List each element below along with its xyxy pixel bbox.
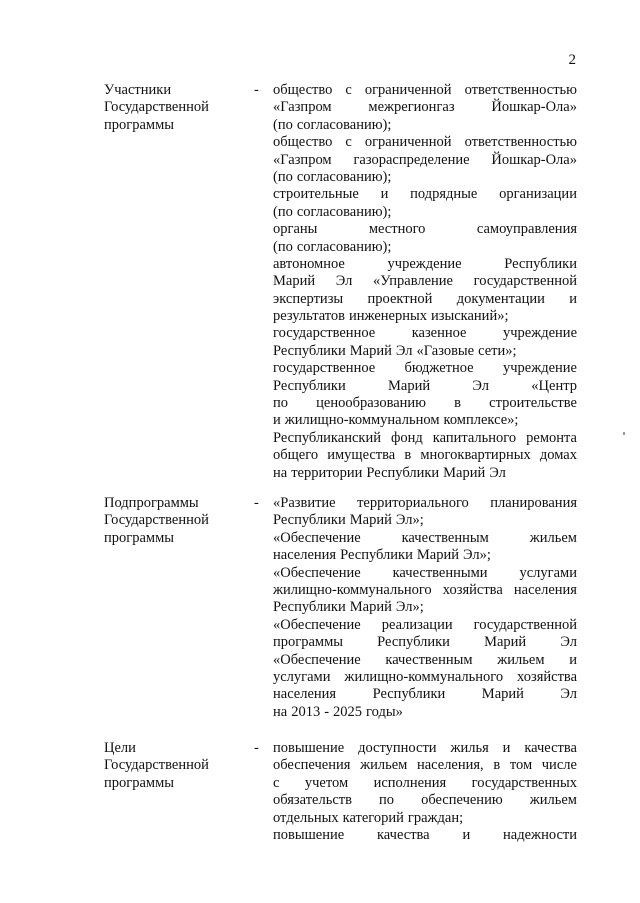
section-body [273, 495, 577, 721]
word: ответственностью [464, 134, 577, 151]
word: Республики [273, 342, 346, 359]
body-line [273, 325, 577, 342]
word: Республики [366, 464, 440, 481]
body-line [273, 582, 577, 599]
label-line: программы [104, 774, 174, 791]
word: бюджетное [404, 360, 474, 377]
label-line: программы [104, 116, 174, 133]
word: (по [273, 203, 293, 220]
body-line [273, 634, 577, 651]
word: проектной [367, 290, 433, 307]
word: «Обеспечение [273, 564, 361, 581]
body-line [273, 204, 577, 221]
word: категорий [342, 809, 404, 826]
word: ограниченной [364, 82, 452, 98]
word: общество [273, 134, 333, 151]
section-body [273, 740, 577, 844]
word: и [569, 651, 577, 668]
word: экспертизы [273, 290, 344, 307]
word: Йошкар-Ола» [491, 99, 577, 116]
word: Эл»; [395, 599, 424, 616]
label-line: Подпрограммы [104, 495, 199, 511]
word: многоквартирных [420, 447, 531, 464]
word: Марий [388, 377, 431, 394]
word: по [379, 792, 395, 809]
body-line [273, 134, 577, 151]
dash-separator: - [254, 740, 259, 756]
body-line [273, 360, 577, 377]
word: жильем [529, 792, 577, 809]
word: планирования [490, 495, 577, 511]
body-line [273, 152, 577, 169]
word: Республики [504, 255, 577, 272]
word: домах [539, 447, 577, 464]
word: учреждение [387, 255, 462, 272]
word: Эл [560, 686, 577, 703]
word: учреждение [502, 325, 577, 342]
body-line [273, 169, 577, 186]
label-line: Государственной [104, 512, 209, 529]
word: Марий [349, 342, 392, 359]
body-line [273, 686, 577, 703]
word: Эл [472, 377, 490, 394]
word: территории [291, 464, 363, 481]
body-line [273, 810, 577, 827]
word: государственных [471, 774, 577, 791]
word: органы [273, 221, 318, 238]
body-line [273, 343, 577, 360]
word: «Обеспечение [273, 651, 361, 668]
word: и [569, 290, 577, 307]
body-line [273, 273, 577, 290]
word: исполнения [373, 774, 447, 791]
word: документации [456, 290, 545, 307]
word: Марий [349, 512, 392, 529]
word: повышение [273, 826, 345, 843]
word: качества [524, 740, 577, 756]
body-line [273, 256, 577, 273]
word: «Обеспечение [273, 529, 361, 546]
word: на [273, 464, 288, 481]
word: доступности [358, 740, 437, 756]
body-line [273, 530, 577, 547]
word: числе [541, 757, 577, 774]
word: государственное [273, 325, 376, 342]
word: «Управление [373, 273, 453, 290]
body-line [273, 565, 577, 582]
word: с [345, 82, 352, 98]
word: реализации [381, 616, 453, 633]
word: обязательств [273, 792, 352, 809]
word: строительстве [489, 395, 577, 412]
body-line [273, 99, 577, 116]
word: согласованию); [296, 116, 392, 133]
word: фонд [390, 429, 423, 446]
word: населения [513, 581, 577, 598]
word: согласованию); [296, 238, 392, 255]
word: ограниченной [364, 134, 452, 151]
word: Йошкар-Ола» [491, 151, 577, 168]
word: качественным [401, 529, 489, 546]
word: (по [273, 168, 293, 185]
word: на [273, 703, 288, 720]
body-line [273, 512, 577, 529]
word: в [454, 395, 462, 412]
word: Марий [349, 599, 392, 616]
word: «Газпром [273, 99, 332, 116]
body-line [273, 291, 577, 308]
word: Марий [273, 273, 316, 290]
word: согласованию); [296, 203, 392, 220]
word: жильем [360, 757, 408, 774]
scan-speck [623, 432, 625, 435]
word: населения [273, 686, 337, 703]
word: Марий [443, 464, 486, 481]
word: Республики [273, 512, 346, 529]
word: том [509, 757, 533, 774]
word: общество [273, 82, 333, 98]
word: самоуправления [476, 221, 577, 238]
word: жильем [529, 529, 577, 546]
body-line [273, 740, 577, 757]
body-line [273, 775, 577, 792]
word: учетом [304, 774, 349, 791]
word: Эл [335, 273, 353, 290]
word: с [345, 134, 352, 151]
body-line [273, 599, 577, 616]
word: хозяйства [517, 668, 577, 685]
word: населения, [416, 757, 484, 774]
label-line: Государственной [104, 757, 209, 774]
word: газораспределение [353, 151, 470, 168]
label-line: программы [104, 529, 174, 546]
word: территориального [357, 495, 469, 511]
word: - [324, 703, 330, 720]
word: услугами [273, 668, 331, 685]
word: государственное [273, 360, 376, 377]
section-label [104, 740, 244, 792]
body-line [273, 652, 577, 669]
word: Республиканский [273, 429, 381, 446]
word: качества [376, 826, 430, 843]
word: годы» [366, 703, 403, 720]
word: местного [368, 221, 426, 238]
word: качественными [392, 564, 488, 581]
word: жилищно-коммунальном [284, 412, 440, 429]
word: услугами [519, 564, 577, 581]
body-line [273, 412, 577, 429]
word: жилья [450, 740, 489, 756]
word: подрядные [410, 186, 478, 203]
body-line [273, 239, 577, 256]
word: программы [273, 634, 343, 651]
word: Эл»; [395, 512, 424, 529]
body-line [273, 757, 577, 774]
word: общего [273, 447, 319, 464]
word: капитального [432, 429, 517, 446]
word: сети»; [478, 342, 517, 359]
word: государственной [473, 616, 577, 633]
word: обеспечения [273, 757, 351, 774]
word: инженерных [349, 308, 427, 325]
word: Республики [377, 634, 450, 651]
word: имущества [327, 447, 396, 464]
word: «Центр [531, 377, 577, 394]
word: «Газпром [273, 151, 332, 168]
section-label [104, 82, 244, 134]
word: надежности [503, 826, 577, 843]
word: (по [273, 116, 293, 133]
dash-separator: - [254, 82, 259, 98]
body-line [273, 465, 577, 482]
word: 2025 [333, 703, 363, 720]
body-line [273, 308, 577, 325]
body-line [273, 827, 577, 844]
word: «Газовые [416, 342, 475, 359]
word: автономное [273, 255, 345, 272]
body-line [273, 430, 577, 447]
word: по [273, 395, 289, 412]
word: с [273, 774, 280, 791]
word: комплексе»; [443, 412, 519, 429]
word: результатов [273, 308, 346, 325]
word: граждан; [407, 809, 464, 826]
body-line [273, 704, 577, 721]
word: Республики [273, 599, 346, 616]
word: государственной [473, 273, 577, 290]
page-number: 2 [568, 52, 576, 68]
word: хозяйства [442, 581, 503, 598]
word: и [462, 826, 471, 843]
word: в [493, 757, 501, 774]
word: «Развитие [273, 495, 336, 511]
word: казенное [411, 325, 467, 342]
word: обеспечению [421, 792, 503, 809]
word: и [273, 412, 281, 429]
body-line [273, 117, 577, 134]
body-line [273, 792, 577, 809]
label-line: Участники [104, 82, 172, 98]
word: качественным [385, 651, 473, 668]
word: «Обеспечение [273, 616, 361, 633]
word: Марий [416, 547, 459, 564]
word: Республики [340, 547, 413, 564]
word: отдельных [273, 809, 339, 826]
word: жилищно-коммунального [344, 668, 504, 685]
word: Эл [489, 464, 506, 481]
body-line [273, 378, 577, 395]
word: 2013 [291, 703, 321, 720]
label-line: Государственной [104, 99, 209, 116]
word: Эл [560, 634, 577, 651]
body-line [273, 186, 577, 203]
body-line [273, 495, 577, 512]
body-line [273, 221, 577, 238]
word: межрегионгаз [368, 99, 455, 116]
section-body [273, 82, 577, 482]
word: и [502, 740, 511, 756]
word: ценообразованию [316, 395, 427, 412]
word: учреждение [502, 360, 577, 377]
word: Республики [372, 686, 446, 703]
word: и [380, 186, 389, 203]
body-line [273, 82, 577, 99]
word: жильем [497, 651, 545, 668]
word: (по [273, 238, 293, 255]
body-line [273, 617, 577, 634]
body-line [273, 395, 577, 412]
body-line [273, 447, 577, 464]
label-line: Цели [104, 740, 136, 756]
body-line [273, 547, 577, 564]
word: изысканий»; [431, 308, 509, 325]
dash-separator: - [254, 495, 259, 511]
word: организации [499, 186, 577, 203]
word: в [404, 447, 412, 464]
body-line [273, 669, 577, 686]
word: строительные [273, 186, 359, 203]
word: Марий [484, 634, 527, 651]
word: ремонта [526, 429, 577, 446]
word: согласованию); [296, 168, 392, 185]
word: Эл [395, 342, 413, 359]
word: Марий [481, 686, 524, 703]
section-label [104, 495, 244, 547]
word: ответственностью [464, 82, 577, 98]
word: населения [273, 547, 337, 564]
word: Эл»; [462, 547, 491, 564]
word: жилищно-коммунального [273, 581, 432, 598]
word: повышение [273, 740, 345, 756]
word: Республики [273, 377, 346, 394]
